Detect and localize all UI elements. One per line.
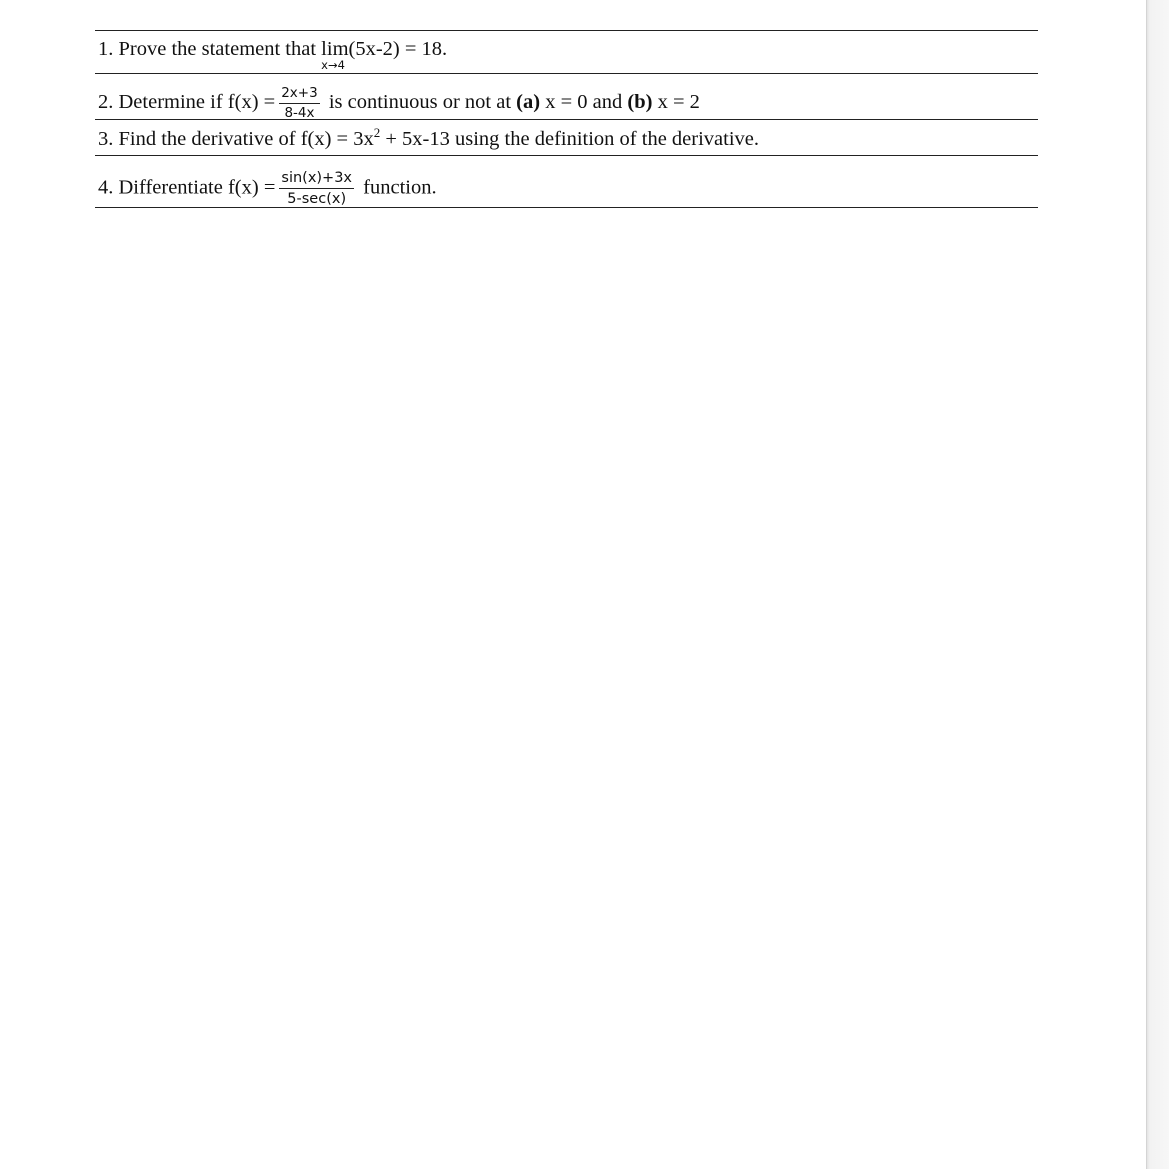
limit-subscript: x→4 — [321, 58, 345, 72]
question-4 — [95, 156, 1038, 207]
question-text: Prove the statement that — [118, 38, 317, 60]
limit-operator — [321, 38, 349, 72]
equals-sign: = — [263, 176, 276, 199]
part-a-label: (a) — [516, 91, 541, 114]
fraction-denominator: 5-sec(x) — [287, 190, 347, 207]
fraction — [279, 170, 354, 207]
function-name: f(x) — [227, 176, 259, 199]
fraction-numerator: 2x+3 — [279, 86, 319, 104]
question-number: 1. — [98, 38, 114, 60]
function-name: f(x) — [227, 91, 259, 114]
polynomial-rest: + 5x-13 — [385, 128, 450, 150]
fraction — [279, 86, 319, 121]
limit-result: = 18. — [404, 38, 448, 60]
fraction-numerator: sin(x)+3x — [279, 170, 354, 189]
question-sheet — [95, 30, 1038, 208]
limit-expression: (5x-2) — [348, 38, 400, 60]
question-number: 3. — [98, 128, 114, 150]
question-text: is continuous or not at — [328, 91, 512, 114]
question-text: function. — [363, 176, 437, 199]
question-text: using the definition of the derivative. — [455, 128, 760, 150]
fraction-denominator: 8-4x — [284, 104, 315, 121]
question-2 — [95, 74, 1038, 119]
question-3 — [95, 120, 1038, 155]
question-text: Determine if — [118, 91, 223, 114]
equals-sign: = — [263, 91, 276, 114]
question-number: 2. — [98, 91, 114, 114]
part-b-condition: x = 2 — [657, 91, 700, 114]
part-b-label: (b) — [627, 91, 653, 114]
limit-label: lim — [321, 38, 349, 60]
question-1 — [95, 31, 1038, 73]
part-a-condition: x = 0 and — [545, 91, 623, 114]
function-name: f(x) — [300, 128, 332, 150]
question-text: Find the derivative of — [118, 128, 296, 150]
exponent: 2 — [373, 125, 381, 140]
question-text: Differentiate — [118, 176, 223, 199]
question-number: 4. — [98, 176, 114, 199]
polynomial-lead: = 3x — [336, 128, 374, 150]
page-edge — [1146, 0, 1169, 1169]
